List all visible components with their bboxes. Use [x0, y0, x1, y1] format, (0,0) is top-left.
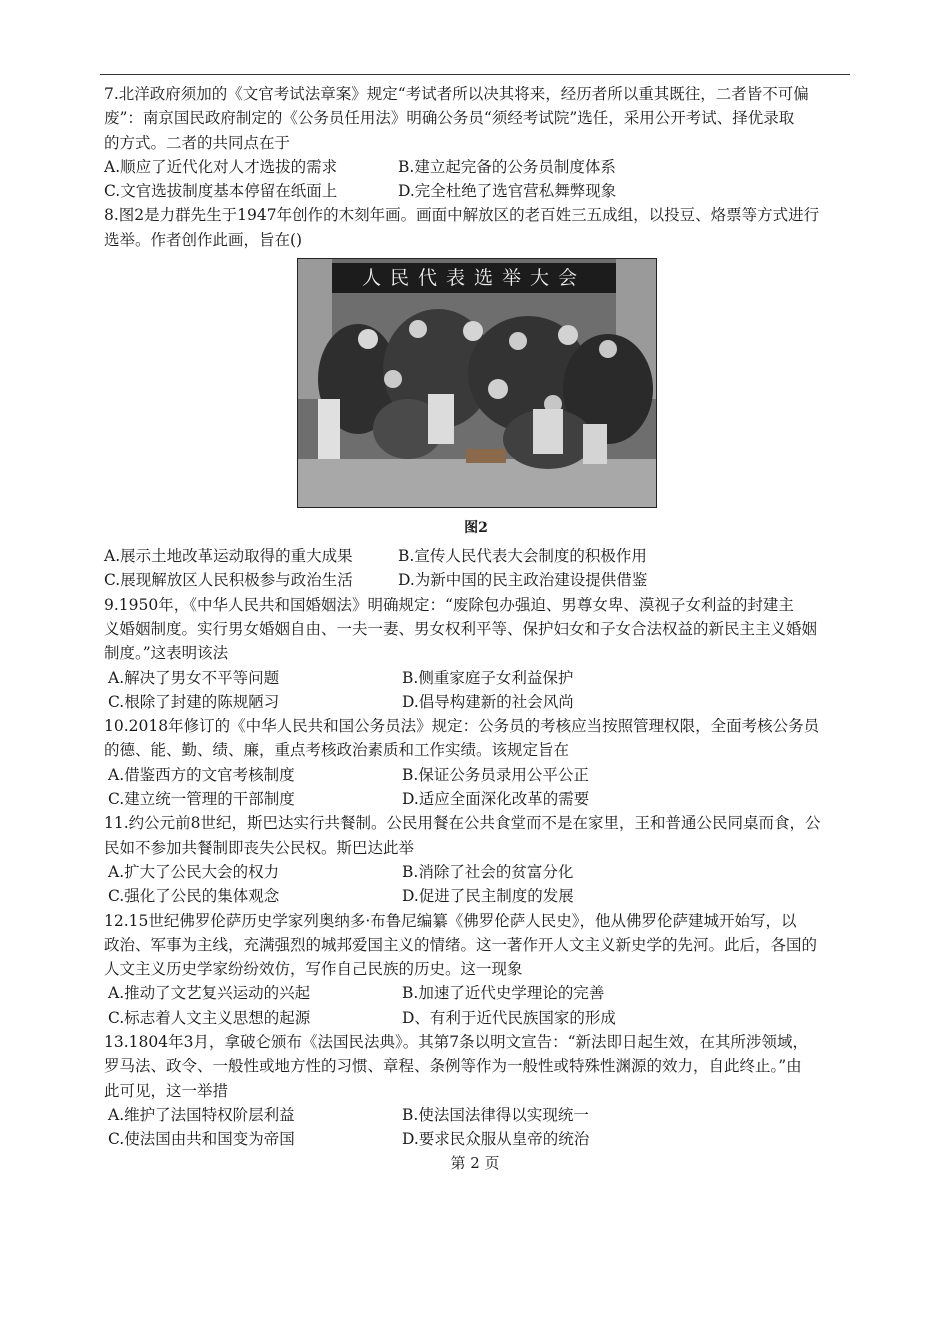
option-d: D.适应全面深化改革的需要: [402, 790, 590, 809]
header-rule: [100, 74, 850, 75]
option-b: B.建立起完备的公务员制度体系: [398, 157, 616, 176]
option-b: B.加速了近代史学理论的完善: [402, 984, 605, 1003]
question-13: [104, 1030, 848, 1151]
answer-options: [104, 1103, 848, 1152]
question-stem: 7.北洋政府须加的《文官考试法章案》规定“考试者所以决其将来，经历者所以重其既往，二者皆不可偏 废”：南京国民政府制定的《公务员任用法》明确公务员“须经考试院”选任，采用公开考试、择优录取 的方式。二者的共同点在于: [104, 85, 809, 152]
option-b: B.侧重家庭子女利益保护: [402, 668, 574, 687]
option-b: B.保证公务员录用公平公正: [402, 765, 589, 784]
option-d: D.完全杜绝了选官营私舞弊现象: [398, 182, 617, 201]
option-b: B.使法国法律得以实现统一: [402, 1105, 589, 1124]
option-b: B.宣传人民代表大会制度的积极作用: [398, 547, 647, 566]
question-10: [104, 714, 848, 811]
option-d: D.要求民众服从皇帝的统治: [402, 1130, 590, 1149]
option-a: A.扩大了公民大会的权力: [108, 862, 280, 881]
answer-options: [104, 155, 848, 204]
option-a: A.展示土地改革运动取得的重大成果: [104, 547, 353, 566]
option-a: A.解决了男女不平等问题: [108, 668, 280, 687]
question-7: [104, 82, 848, 203]
page-number: 第 2 页: [450, 1154, 500, 1172]
question-stem: 10.2018年修订的《中华人民共和国公务员法》规定：公务员的考核应当按照管理权限，全面考核公务员 的德、能、勤、绩、廉，重点考核政治素质和工作实绩。该规定旨在: [104, 717, 820, 760]
exam-content: [104, 82, 848, 1152]
option-c: C.建立统一管理的干部制度: [108, 790, 295, 809]
question-9: [104, 593, 848, 714]
option-a: A.维护了法国特权阶层利益: [108, 1105, 295, 1124]
option-c: C.展现解放区人民积极参与政治生活: [104, 571, 353, 590]
answer-options: [104, 544, 848, 593]
figure-banner: 人民代表选举大会: [332, 263, 616, 293]
answer-options: [104, 666, 848, 715]
question-stem: 13.1804年3月，拿破仑颁布《法国民法典》。其第7条以明文宣告：“新法即日起生效，在其所涉领域， 罗马法、政令、一般性或地方性的习惯、章程、条例等作为一般性或特殊性渊源的效力，自此终止。”由 此可见，这一举措: [104, 1033, 808, 1100]
option-a: A.顺应了近代化对人才选拔的需求: [104, 157, 338, 176]
option-c: C.使法国由共和国变为帝国: [108, 1130, 295, 1149]
option-a: A.推动了文艺复兴运动的兴起: [108, 984, 311, 1003]
option-d: D.为新中国的民主政治建设提供借鉴: [398, 571, 648, 590]
option-d: D.促进了民主制度的发展: [402, 887, 574, 906]
question-stem: 8.图2是力群先生于1947年创作的木刻年画。画面中解放区的老百姓三五成组，以投豆、烙票等方式进行 选举。作者创作此画，旨在(): [104, 206, 820, 249]
option-d: D、有利于近代民族国家的形成: [402, 1008, 616, 1027]
option-d: D.倡导构建新的社会风尚: [402, 692, 574, 711]
option-a: A.借鉴西方的文官考核制度: [108, 765, 295, 784]
question-stem: 11.约公元前8世纪，斯巴达实行共餐制。公民用餐在公共食堂而不是在家里，王和普通公民同桌而食，公 民如不参加共餐制即丧失公民权。斯巴达此举: [104, 814, 821, 857]
question-12: [104, 909, 848, 1030]
answer-options: [104, 860, 848, 909]
question-8: [104, 203, 848, 592]
option-c: C.强化了公民的集体观念: [108, 887, 280, 906]
option-c: C.根除了封建的陈规陋习: [108, 692, 280, 711]
option-c: C.标志着人文主义思想的起源: [108, 1008, 311, 1027]
question-stem: 12.15世纪佛罗伦萨历史学家列奥纳多·布鲁尼编纂《佛罗伦萨人民史》，他从佛罗伦萨建城开始写，以 政治、军事为主线，充满强烈的城邦爱国主义的情绪。这一著作开人文主义新史学的先河。此后，各国的 人文主义历史学家纷纷效仿，写作自己民族的历史。这一现象: [104, 911, 818, 979]
woodcut-artwork: [298, 259, 656, 507]
question-stem: 9.1950年，《中华人民共和国婚姻法》明确规定：“废除包办强迫、男尊女卑、漠视子女利益的封建主 义婚姻制度。实行男女婚姻自由、一夫一妻、男女权利平等、保护妇女和子女合法权益的新民主主义婚姻 制度。”这表明该法: [104, 595, 818, 663]
answer-options: [104, 763, 848, 812]
woodcut-figure: [297, 258, 657, 508]
option-c: C.文官选拔制度基本停留在纸面上: [104, 182, 338, 201]
option-b: B.消除了社会的贫富分化: [402, 862, 574, 881]
figure-caption: 图2: [464, 520, 488, 537]
answer-options: [104, 981, 848, 1030]
question-11: [104, 811, 848, 908]
